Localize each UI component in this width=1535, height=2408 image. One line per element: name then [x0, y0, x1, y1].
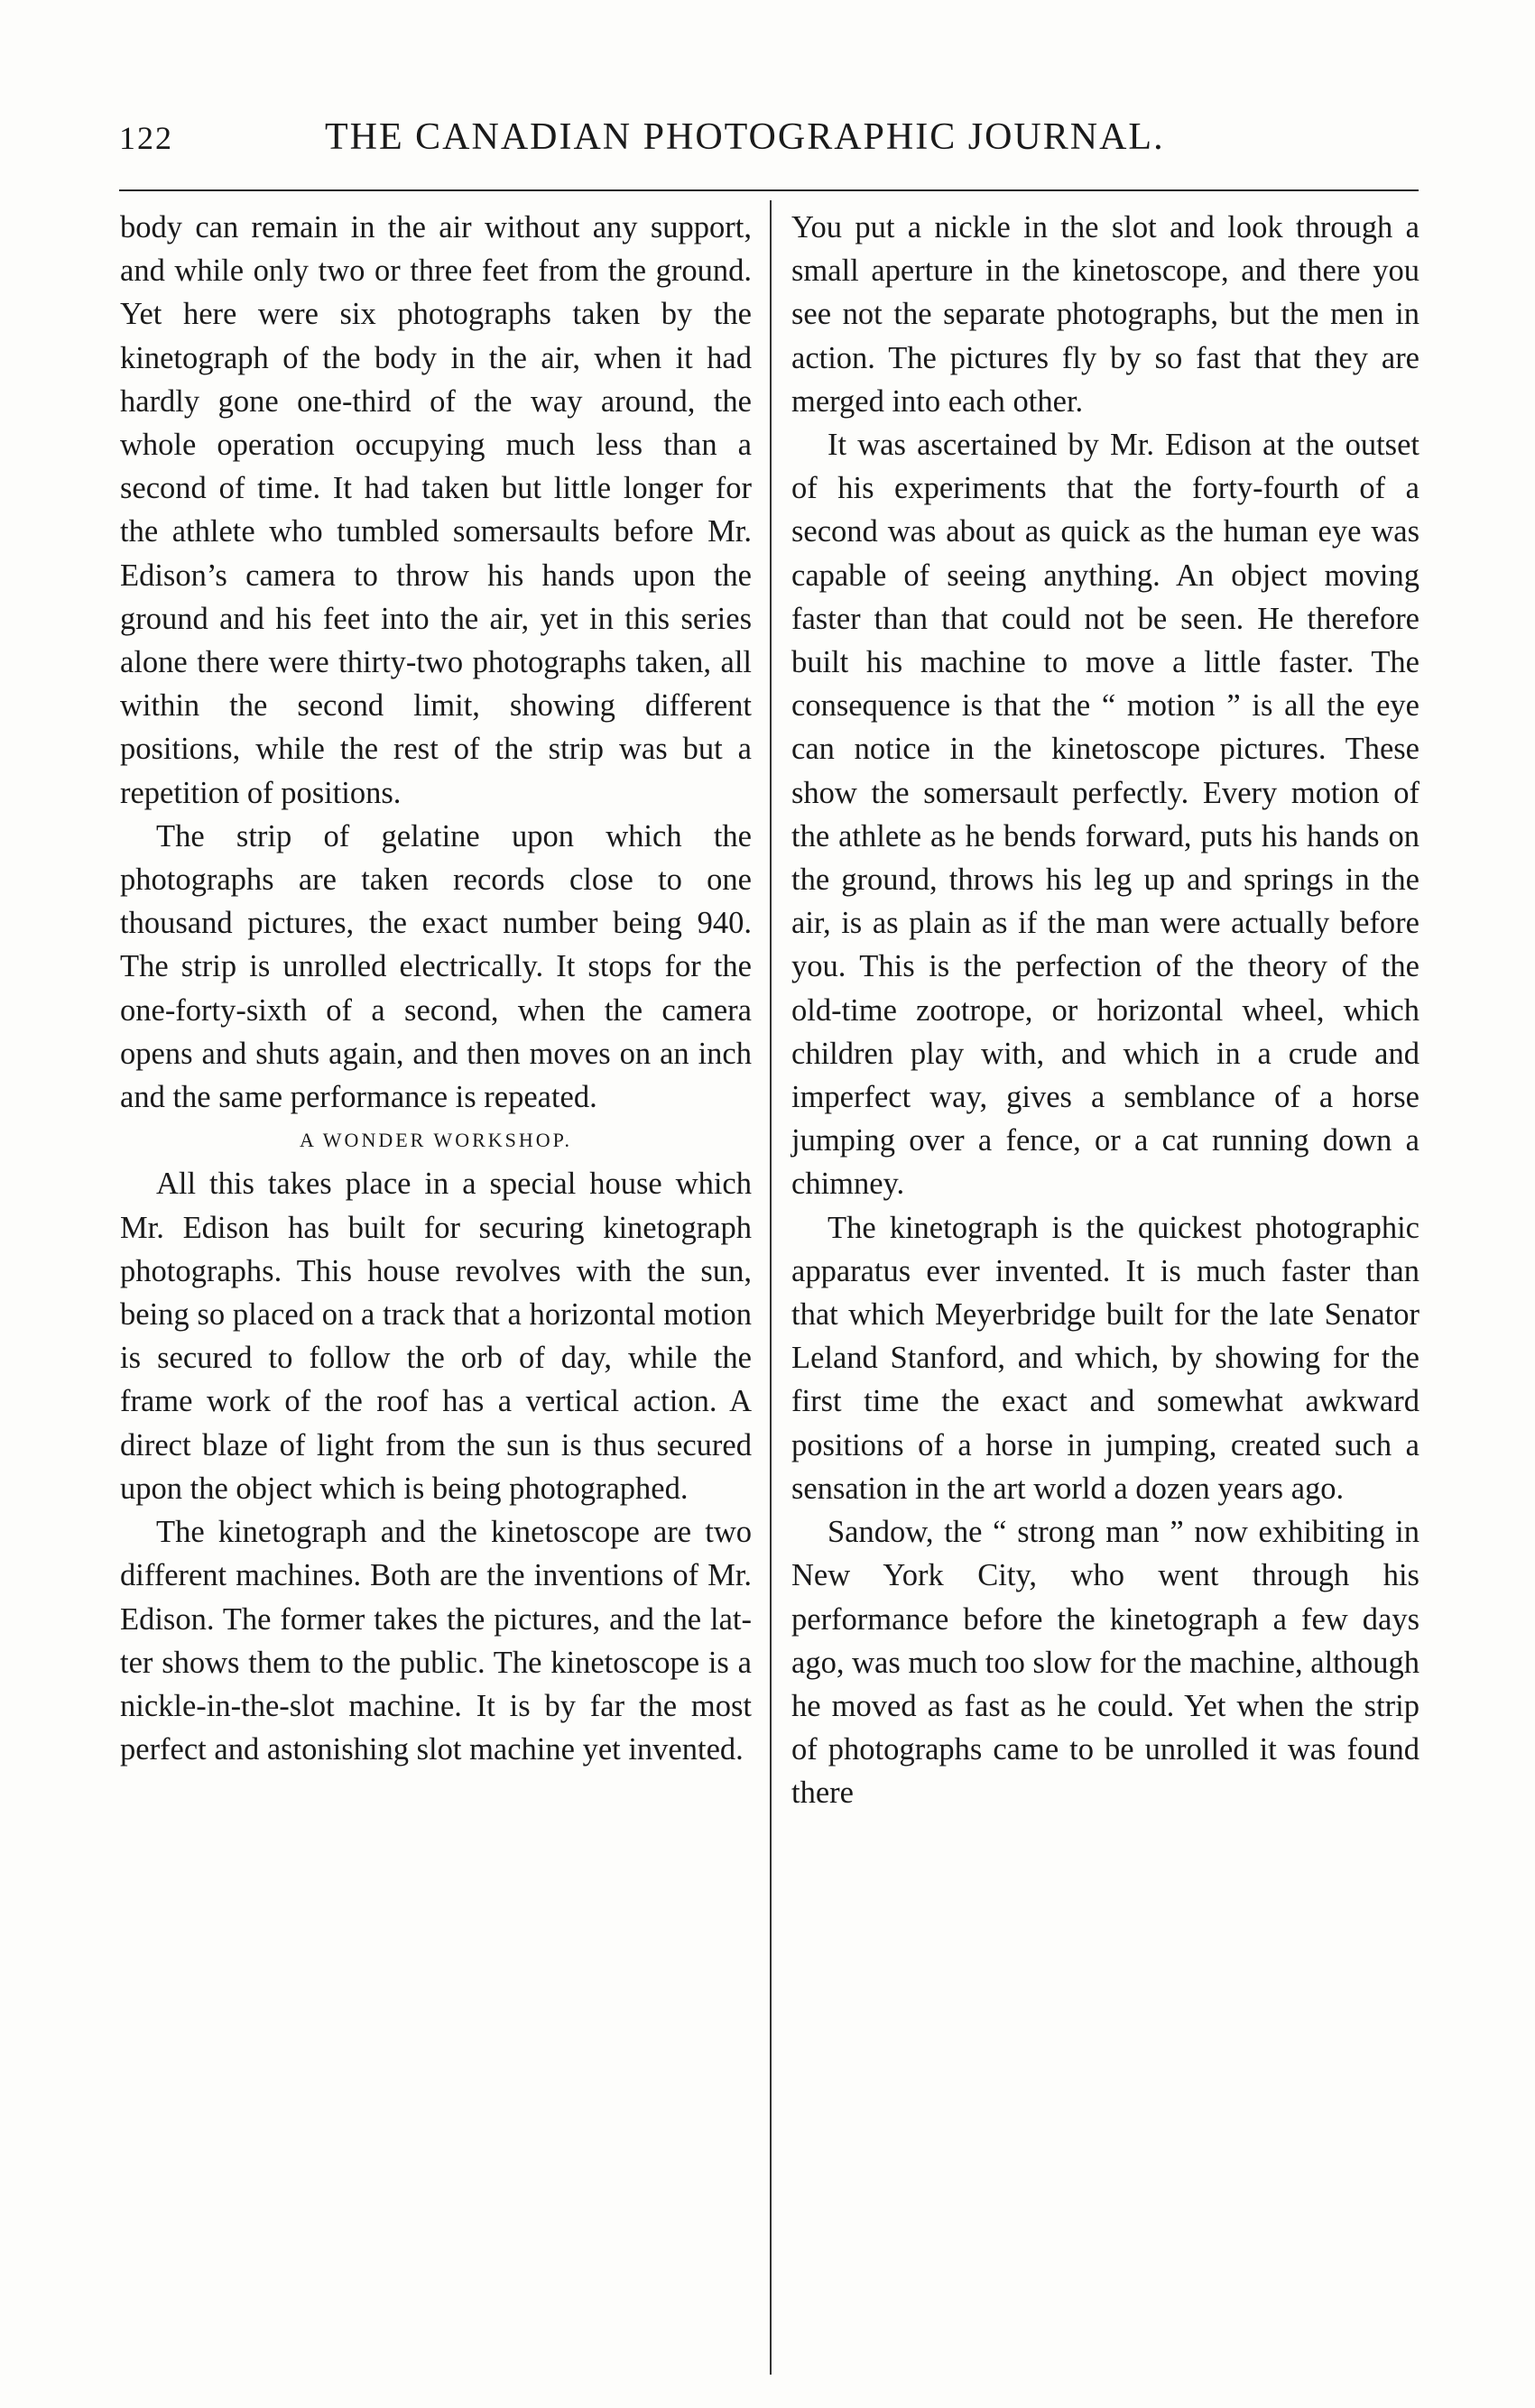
right-paragraph-1: You put a nickle in the slot and look through a small aperture in the kinetoscope, and there you see not the separate photographs, but the men in action. The pictures fly by so fast that they are merged into each other.: [791, 210, 1419, 419]
right-paragraph-3: The kinetograph is the quickest photographic apparatus ever invented. It is much faster than that which Meyerbridge built for the late Senator Leland Stanford, and which, by showing for the first time the exact and somewhat awkward positions of a horse in jumping, created such a sensation in the art world a dozen years ago.: [791, 1210, 1419, 1506]
left-paragraph-1: body can remain in the air without any support, and while only two or three feet from the ground. Yet here were six photographs taken by the kinetograph of the body in the air, when it had hardly gone one-third of the way around, the whole operation occupying much less than a second of time. It had taken but little longer for the athlete who tumbled somersaults before Mr. Edison’s camera to throw his hands upon the ground and his feet into the air, yet in this series alone there were thirty-two photographs taken, all within the second limit, showing different positions, while the rest of the strip was but a repetition of positions.: [120, 210, 752, 810]
header-rule: [119, 189, 1419, 191]
right-paragraph-4: Sandow, the “ strong man ” now exhibiting in New York City, who went through his performance before the kinetograph a few days ago, was much too slow for the machine, although he moved as fast as he could. Yet when the strip of photographs came to be unrolled it was found there: [791, 1515, 1419, 1811]
page-number: 122: [119, 120, 173, 156]
left-column: [120, 206, 752, 1771]
left-paragraph-2: The strip of gelatine upon which the photographs are taken records close to one thousand pictures, the exact number being 940. The strip is unrolled electrically. It stops for the one-forty-sixth of a second, when the camera opens and shuts again, and then moves on an inch and the same performance is repeated.: [120, 818, 752, 1115]
right-paragraph-2: It was ascertained by Mr. Edison at the outset of his experiments that the forty-fourth of a second was about as quick as the human eye was capable of seeing anything. An object moving faster than that could not be seen. He therefore built his machine to move a little faster. The consequence is that the “ motion ” is all the eye can notice in the kinetoscope pictures. These show the somersault perfectly. Every motion of the athlete as he bends forward, puts his hands on the ground, throws his leg up and springs in the air, is as plain as if the man were actually before you. This is the perfection of the theory of the old-time zootrope, or horizontal wheel, which children play with, and which in a crude and imperfect way, gives a semblance of a horse jumping over a fence, or a cat running down a chimney.: [791, 428, 1419, 1202]
left-paragraph-4: The kinetograph and the kinetoscope are two different machines. Both are the inventions of Mr. Edison. The former takes the pictures, and the latter shows them to the public. The kinetoscope is a nickle-in-the-slot machine. It is by far the most perfect and astonishing slot machine yet invented.: [120, 1515, 752, 1767]
page-header: [119, 115, 1419, 170]
right-column: [791, 206, 1419, 1815]
left-paragraph-3: All this takes place in a special house which Mr. Edison has built for securing kinetograph photographs. This house revolves with the sun, being so placed on a track that a horizontal motion is secured to follow the orb of day, while the frame work of the roof has a vertical action. A direct blaze of light from the sun is thus secured upon the object which is being photographed.: [120, 1167, 752, 1506]
running-title: THE CANADIAN PHOTOGRAPHIC JOURNAL.: [325, 116, 1165, 158]
column-divider: [770, 200, 772, 2375]
section-subheading: A WONDER WORKSHOP.: [300, 1129, 572, 1152]
